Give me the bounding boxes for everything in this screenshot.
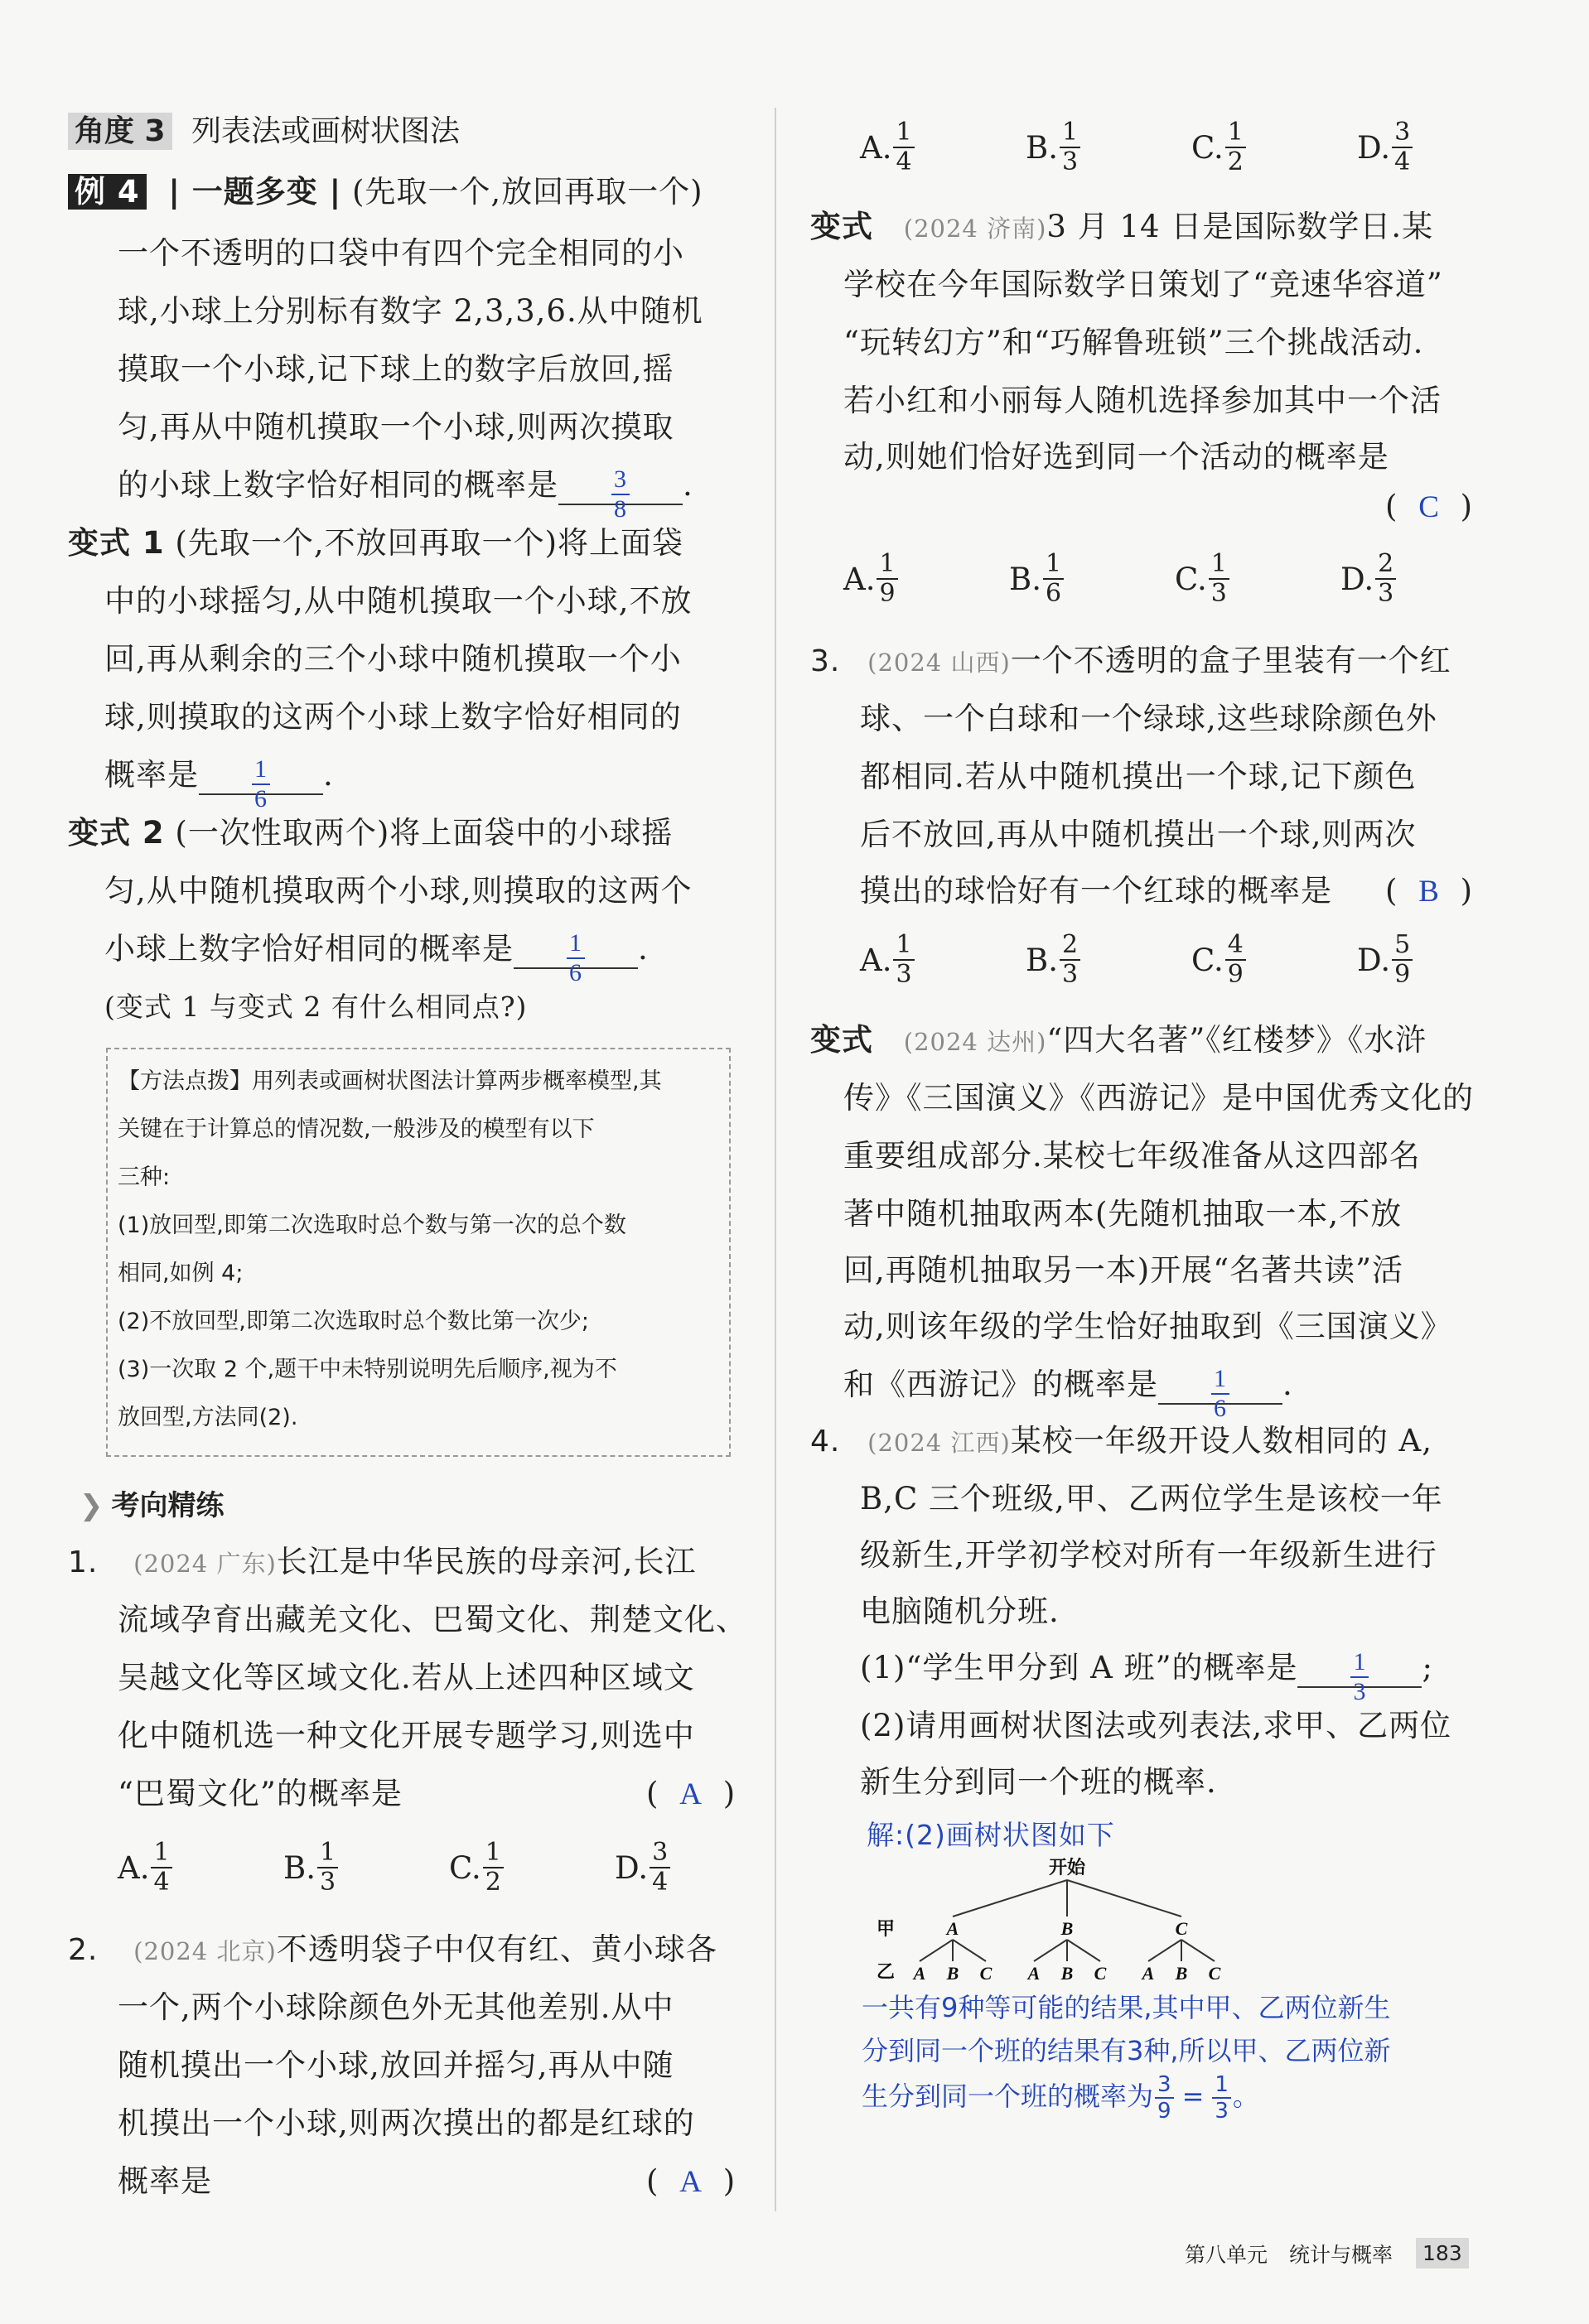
q3-choice-d: D. $\frac{5}{9}$: [1357, 933, 1523, 987]
q3-answer: B: [1418, 875, 1439, 909]
followup-question: (变式 1 与变式 2 有什么相同点?): [104, 991, 528, 1023]
variant1-line-2: 中的小球摇匀,从中随机摸取一个小球,不放: [104, 583, 693, 619]
variant-a-choice-c: C. $\frac{1}{3}$: [1175, 552, 1340, 606]
variant2-last-text: 小球上数字恰好相同的概率是: [104, 931, 514, 967]
example-answer-blank: [558, 465, 683, 523]
variant1-last-text: 概率是: [104, 757, 199, 793]
method-tip-line-1: 【方法点拨】用列表或画树状图法计算两步概率模型,其: [118, 1068, 662, 1094]
variant1-label: 变式 1: [68, 525, 165, 561]
tree-level1-b: B: [1060, 1918, 1074, 1939]
q4-part1-text: (1)“学生甲分到 A 班”的概率是: [860, 1650, 1298, 1685]
q2-choice-b: B. $\frac{1}{3}$: [1026, 120, 1191, 175]
page-number: 183: [1416, 2238, 1469, 2269]
variant1-text: (先取一个,不放回再取一个)将上面袋: [175, 525, 684, 561]
q2-line-2: 一个,两个小球除颜色外无其他差别.从中: [118, 1989, 674, 2025]
variant-a-answer: C: [1418, 490, 1439, 524]
variant1-line-4: 球,则摸取的这两个小球上数字恰好相同的: [104, 699, 682, 735]
q4-solution-frac-2: $\frac{1}{3}$: [1212, 2074, 1231, 2122]
method-tip-line-5: 相同,如例 4;: [118, 1261, 244, 1286]
variant-a-line-5: 动,则她们恰好选到同一个活动的概率是: [843, 439, 1389, 475]
variant2-answer-blank: [514, 929, 638, 986]
q1-choices: [118, 1840, 780, 1895]
q3-line-4: 后不放回,再从中随机摸出一个球,则两次: [860, 817, 1417, 852]
variant1-answer: $\frac{1}{6}$: [252, 757, 270, 812]
variant2-label: 变式 2: [68, 815, 165, 851]
q4-line-1: [810, 1421, 1432, 1463]
variant2-line-2: 匀,从中随机摸取两个小球,则摸取的这两个: [104, 873, 693, 909]
method-tip-line-6: (2)不放回型,即第二次选取时总个数比第一次少;: [118, 1309, 589, 1334]
q2-line-5: 概率是: [118, 2163, 212, 2199]
q4-number: 4.: [810, 1425, 841, 1459]
q1-source: (2024 广东): [133, 1550, 277, 1578]
q1-choice-a: A. $\frac{1}{4}$: [118, 1840, 283, 1895]
q4-part1: (1)“学生甲分到 A 班”的概率是 $\frac{1}{3}$ ;: [860, 1648, 1433, 1705]
variant-b-answer: $\frac{1}{6}$: [1211, 1367, 1229, 1421]
tree-leaf-7: A: [1142, 1963, 1155, 1984]
variant2-line-1: [68, 813, 673, 853]
q1-line-5: “巴蜀文化”的概率是: [118, 1776, 403, 1811]
q4-solution-eq: =: [1181, 2081, 1205, 2112]
variant-b-line-1: [810, 1020, 1427, 1062]
q4-text-1: 某校一年级开设人数相同的 A,: [1010, 1423, 1433, 1459]
tree-leaf-1: A: [913, 1963, 926, 1984]
method-tip-line-8: 放回型,方法同(2).: [118, 1405, 298, 1430]
variant1-line-3: 回,再从剩余的三个小球中随机摸取一个小: [104, 641, 682, 677]
q4-solution-frac-1: $\frac{3}{9}$: [1155, 2074, 1174, 2122]
example-tag: | 一题多变 |: [168, 174, 342, 210]
q1-answer: A: [679, 1777, 702, 1811]
q2-source: (2024 北京): [133, 1937, 277, 1965]
variant-a-choice-a: A. $\frac{1}{9}$: [843, 552, 1009, 606]
footer-topic: 统计与概率: [1289, 2242, 1393, 2267]
tree-leaf-9: C: [1208, 1963, 1221, 1984]
footer: [1185, 2238, 1469, 2269]
variant-b-answer-blank: [1158, 1365, 1282, 1422]
section-title: [80, 1483, 225, 1523]
q1-text-1: 长江是中华民族的母亲河,长江: [276, 1544, 697, 1579]
q3-choice-c: C. $\frac{4}{9}$: [1191, 933, 1357, 987]
variant-a-line-4: 若小红和小丽每人随机选择参加其中一个活: [843, 383, 1442, 418]
q1-line-1: [68, 1542, 697, 1584]
variant-b-line-2: 传》《三国演义》《西游记》是中国优秀文化的: [843, 1080, 1474, 1116]
method-tip-line-7: (3)一次取 2 个,题干中未特别说明先后顺序,视为不: [118, 1357, 617, 1382]
q1-choice-d: D. $\frac{3}{4}$: [615, 1840, 780, 1895]
variant1-line-5: 概率是 $\frac{1}{6}$ .: [104, 755, 334, 812]
example-last-text: 的小球上数字恰好相同的概率是: [118, 467, 558, 503]
example-answer: $\frac{3}{8}$: [611, 467, 630, 522]
variant-a-label: 变式: [810, 209, 873, 244]
variant1-line-1: [68, 523, 683, 563]
tree-leaf-4: A: [1027, 1963, 1041, 1984]
q4-solution-end: 。: [1232, 2081, 1259, 2112]
q3-line-2: 球、一个白球和一个绿球,这些球除颜色外: [860, 701, 1437, 736]
example-line-2: 球,小球上分别标有数字 2,3,3,6.从中随机: [118, 293, 703, 329]
q3-choices: [860, 930, 1523, 989]
variant-b-label: 变式: [810, 1022, 873, 1058]
variant-b-line-6: 动,则该年级的学生恰好抽取到《三国演义》: [843, 1309, 1452, 1344]
q2-line-4: 机摸出一个小球,则两次摸出的都是红球的: [118, 2105, 695, 2141]
tree-row-label-yi: 乙: [877, 1962, 896, 1983]
q3-text-1: 一个不透明的盒子里装有一个红: [1010, 643, 1451, 678]
tree-leaf-2: B: [946, 1963, 959, 1984]
q1-choice-b: B. $\frac{1}{3}$: [283, 1840, 449, 1895]
tree-level1-a: A: [946, 1918, 959, 1939]
variant-b-source: (2024 达州): [903, 1028, 1047, 1056]
q4-solution-line-1: 一共有9种等可能的结果,其中甲、乙两位新生: [862, 1992, 1391, 2023]
angle-tag: 角度 3: [68, 113, 172, 150]
variant-b-line-3: 重要组成部分.某校七年级准备从这四部名: [843, 1138, 1421, 1174]
variant2-answer: $\frac{1}{6}$: [567, 931, 585, 986]
q2-choices: [860, 120, 1523, 175]
q3-answer-paren: ( B ): [1385, 873, 1473, 909]
section-title-text: 考向精练: [111, 1489, 225, 1522]
q2-line-1: [68, 1930, 717, 1971]
q3-line-3: 都相同.若从中随机摸出一个球,记下颜色: [860, 759, 1417, 794]
q2-number: 2.: [68, 1933, 99, 1967]
q2-answer-paren: ( A ): [646, 2163, 736, 2199]
variant-a-choice-d: D. $\frac{2}{3}$: [1340, 552, 1506, 606]
variant2-line-3: 小球上数字恰好相同的概率是 $\frac{1}{6}$ .: [104, 929, 649, 986]
q3-line-5: 摸出的球恰好有一个红球的概率是: [860, 873, 1332, 909]
q1-number: 1.: [68, 1545, 99, 1579]
q4-part1-answer: $\frac{1}{3}$: [1350, 1650, 1369, 1704]
variant-a-line-3: “玩转幻方”和“巧解鲁班锁”三个挑战活动.: [843, 325, 1424, 360]
q1-line-4: 化中随机选一种文化开展专题学习,则选中: [118, 1718, 695, 1753]
variant-a-choices: [843, 549, 1506, 608]
q4-solution-line-3: [862, 2074, 1259, 2122]
example-label: 例 4: [68, 174, 147, 210]
q4-part1-answer-blank: [1297, 1648, 1422, 1705]
example-line-4: 匀,再从中随机摸取一个小球,则两次摸取: [118, 409, 674, 445]
variant-b-line-4: 著中随机抽取两本(先随机抽取一本,不放: [843, 1196, 1403, 1232]
q4-part2-line-2: 新生分到同一个班的概率.: [860, 1764, 1217, 1800]
q3-number: 3.: [810, 644, 841, 678]
q4-source: (2024 江西): [867, 1429, 1011, 1457]
example-note: (先取一个,放回再取一个): [351, 174, 703, 210]
variant-a-text-1: 3 月 14 日是国际数学日.某: [1046, 209, 1434, 244]
example-line-3: 摸取一个小球,记下球上的数字后放回,摇: [118, 351, 674, 387]
q2-choice-a: A. $\frac{1}{4}$: [860, 120, 1026, 175]
tree-diagram: [870, 1854, 1251, 1994]
variant-b-line-7: 和《西游记》的概率是 $\frac{1}{6}$ .: [843, 1365, 1293, 1422]
q4-part2-line-1: (2)请用画树状图法或列表法,求甲、乙两位: [860, 1708, 1452, 1743]
example-line-1: 一个不透明的口袋中有四个完全相同的小: [118, 235, 684, 271]
example-header: [68, 172, 703, 212]
variant-a-answer-paren: ( C ): [1385, 489, 1473, 524]
tree-leaf-8: B: [1175, 1963, 1188, 1984]
q2-line-3: 随机摸出一个小球,放回并摇匀,再从中随: [118, 2047, 674, 2083]
variant-a-choice-b: B. $\frac{1}{6}$: [1009, 552, 1175, 606]
method-tip-line-4: (1)放回型,即第二次选取时总个数与第一次的总个数: [118, 1213, 626, 1238]
q3-line-1: [810, 641, 1451, 682]
variant-b-last-text: 和《西游记》的概率是: [843, 1367, 1158, 1402]
q2-answer: A: [679, 2165, 702, 2199]
tree-leaf-6: C: [1094, 1963, 1107, 1984]
method-tip-box: [106, 1048, 731, 1457]
q4-line-2: B,C 三个班级,甲、乙两位学生是该校一年: [860, 1481, 1443, 1516]
q1-answer-paren: ( A ): [646, 1776, 736, 1811]
tree-row-label-jia: 甲: [877, 1919, 896, 1940]
q4-solution-last-text: 生分到同一个班的概率为: [862, 2081, 1154, 2112]
q4-solution-line-2: 分到同一个班的结果有3种,所以甲、乙两位新: [862, 2035, 1391, 2066]
footer-unit: 第八单元: [1185, 2242, 1268, 2267]
tree-leaf-5: B: [1060, 1963, 1074, 1984]
method-tip-line-2: 关键在于计算总的情况数,一般涉及的模型有以下: [118, 1116, 595, 1142]
q1-choice-c: C. $\frac{1}{2}$: [449, 1840, 615, 1895]
q2-text-1: 不透明袋子中仅有红、黄小球各: [276, 1931, 717, 1967]
q4-line-3: 级新生,开学初学校对所有一年级新生进行: [860, 1537, 1437, 1573]
q4-solution-intro: 解:(2)画树状图如下: [867, 1819, 1115, 1851]
q4-line-4: 电脑随机分班.: [860, 1594, 1060, 1629]
column-divider: [775, 108, 776, 2211]
q3-choice-a: A. $\frac{1}{3}$: [860, 933, 1026, 987]
variant2-text: (一次性取两个)将上面袋中的小球摇: [175, 815, 674, 851]
tree-level1-c: C: [1175, 1918, 1188, 1939]
q3-source: (2024 山西): [867, 649, 1011, 677]
method-tip-line-3: 三种:: [118, 1164, 171, 1190]
q2-choice-d: D. $\frac{3}{4}$: [1357, 120, 1523, 175]
tree-root: 开始: [1048, 1858, 1086, 1878]
variant-a-source: (2024 济南): [903, 215, 1047, 243]
angle-title: 列表法或画树状图法: [191, 114, 461, 148]
angle-header: [68, 108, 460, 150]
q2-choice-c: C. $\frac{1}{2}$: [1191, 120, 1357, 175]
q1-line-3: 吴越文化等区域文化.若从上述四种区域文: [118, 1660, 695, 1695]
variant-b-text-1: “四大名著”《红楼梦》《水浒: [1046, 1022, 1427, 1058]
q3-choice-b: B. $\frac{2}{3}$: [1026, 933, 1191, 987]
variant-a-line-2: 学校在今年国际数学日策划了“竞速华容道”: [843, 267, 1443, 302]
tree-leaf-3: C: [979, 1963, 993, 1984]
variant-b-line-5: 回,再随机抽取另一本)开展“名著共读”活: [843, 1252, 1404, 1288]
example-line-5: 的小球上数字恰好相同的概率是 $\frac{3}{8}$ .: [118, 465, 693, 523]
q1-line-2: 流域孕育出藏羌文化、巴蜀文化、荆楚文化、: [118, 1602, 747, 1637]
variant-a-line-1: [810, 207, 1433, 248]
chevron-right-icon: ❯: [80, 1489, 104, 1522]
